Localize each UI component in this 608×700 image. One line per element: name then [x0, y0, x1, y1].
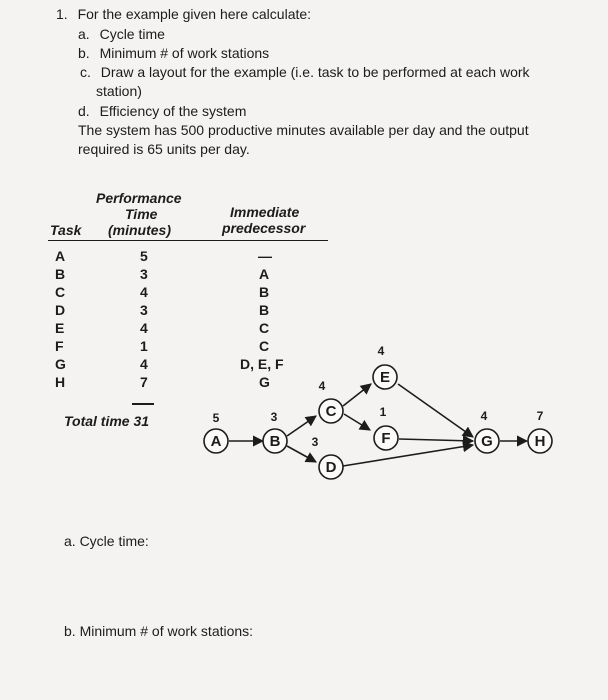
question-number: 1. — [56, 6, 68, 22]
context-line-2: required is 65 units per day. — [78, 141, 250, 157]
node-label: G — [481, 433, 493, 450]
item-marker: d. — [78, 103, 90, 119]
time-cell: 4 — [140, 284, 148, 300]
header-time-line3: (minutes) — [108, 222, 171, 238]
edge-b-c — [287, 416, 316, 436]
node-label: D — [325, 459, 337, 476]
task-cell: E — [55, 320, 65, 336]
edge-c-f — [344, 414, 370, 430]
edge-f-g — [399, 439, 473, 441]
pred-cell: D, E, F — [240, 356, 284, 372]
item-text: Minimum # of work stations — [99, 45, 270, 61]
time-cell: 4 — [140, 320, 148, 336]
task-cell: F — [55, 338, 64, 354]
node-time: 1 — [379, 405, 387, 419]
cycle-time-answer-label: a. Cycle time: — [64, 533, 149, 549]
edge-d-g — [343, 445, 473, 466]
pred-cell: B — [259, 284, 270, 300]
task-cell: C — [55, 284, 66, 300]
pred-cell: A — [259, 266, 270, 282]
node-time: 3 — [270, 410, 278, 424]
item-c-continued: station) — [96, 83, 142, 99]
time-cell: 4 — [140, 356, 148, 372]
task-cell: H — [55, 374, 66, 390]
task-cell: B — [55, 266, 66, 282]
node-time: 7 — [536, 409, 544, 423]
node-label: F — [381, 430, 391, 447]
pred-cell: G — [259, 374, 270, 390]
node-time: 4 — [377, 344, 385, 358]
pred-cell: B — [259, 302, 270, 318]
item-marker: c. — [80, 64, 91, 80]
node-time: 5 — [212, 411, 220, 425]
header-time-line2: Time — [125, 206, 158, 222]
edge-c-e — [343, 384, 371, 406]
workstations-answer-label: b. Minimum # of work stations: — [64, 623, 254, 639]
context-line-1: The system has 500 productive minutes available per day and the output — [78, 122, 529, 138]
question-intro-text: For the example given here calculate: — [77, 6, 312, 22]
header-pred-line2: predecessor — [222, 220, 306, 236]
node-time: 4 — [318, 379, 326, 393]
pred-cell: — — [258, 248, 272, 264]
header-task: Task — [50, 222, 82, 238]
node-time: 4 — [480, 409, 488, 423]
item-text: Efficiency of the system — [99, 103, 247, 119]
diagram-nodes — [204, 365, 552, 479]
item-marker: b. — [78, 45, 90, 61]
node-label: C — [325, 403, 337, 420]
item-marker: a. — [78, 26, 90, 42]
time-cell: 3 — [140, 266, 148, 282]
node-label: H — [534, 433, 546, 450]
pred-cell: C — [259, 320, 270, 336]
total-time: Total time 31 — [64, 413, 150, 429]
task-cell: D — [55, 302, 66, 318]
edge-e-g — [398, 384, 473, 437]
time-cell: 7 — [140, 374, 148, 390]
node-label: B — [269, 433, 281, 450]
node-label: A — [210, 433, 222, 450]
task-cell: A — [55, 248, 66, 264]
item-text: Draw a layout for the example (i.e. task to be performed at each work — [100, 64, 530, 80]
pred-cell: C — [259, 338, 270, 354]
node-label: E — [379, 369, 391, 386]
header-pred-line1: Immediate — [230, 204, 300, 220]
node-time: 3 — [311, 435, 319, 449]
task-cell: G — [55, 356, 66, 372]
time-cell: 1 — [140, 338, 148, 354]
header-time-line1: Performance — [96, 190, 182, 206]
item-text: Cycle time — [99, 26, 165, 42]
time-cell: 3 — [140, 302, 148, 318]
time-cell: 5 — [140, 248, 148, 264]
